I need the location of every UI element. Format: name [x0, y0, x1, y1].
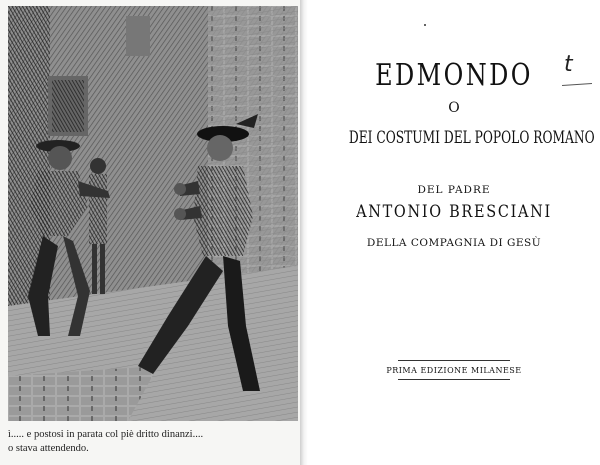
title-page: [308, 0, 600, 465]
book-gutter: [300, 0, 308, 465]
author-name: ANTONIO BRESCIANI: [356, 202, 552, 222]
plate-caption: [8, 428, 298, 456]
author-affiliation: DELLA COMPAGNIA DI GESÙ: [366, 237, 542, 249]
edition-rule-top: [398, 360, 510, 361]
book-title: EDMONDO: [375, 58, 533, 93]
caption-line-2: o stava attendendo.: [8, 443, 89, 454]
byline: DEL PADRE: [417, 184, 491, 196]
title-conjunction: O: [448, 100, 460, 116]
ink-dot: [424, 24, 426, 26]
engraving-illustration: [8, 6, 298, 421]
edition-rule-bottom: [398, 379, 510, 380]
edition-statement: PRIMA EDIZIONE MILANESE: [386, 366, 522, 375]
book-subtitle: DEI COSTUMI DEL POPOLO ROMANO: [348, 128, 595, 148]
caption-line-1: ì..... e postosi in parata col piè dritto dinanzi....: [8, 429, 204, 440]
handwritten-mark: t: [564, 52, 573, 77]
